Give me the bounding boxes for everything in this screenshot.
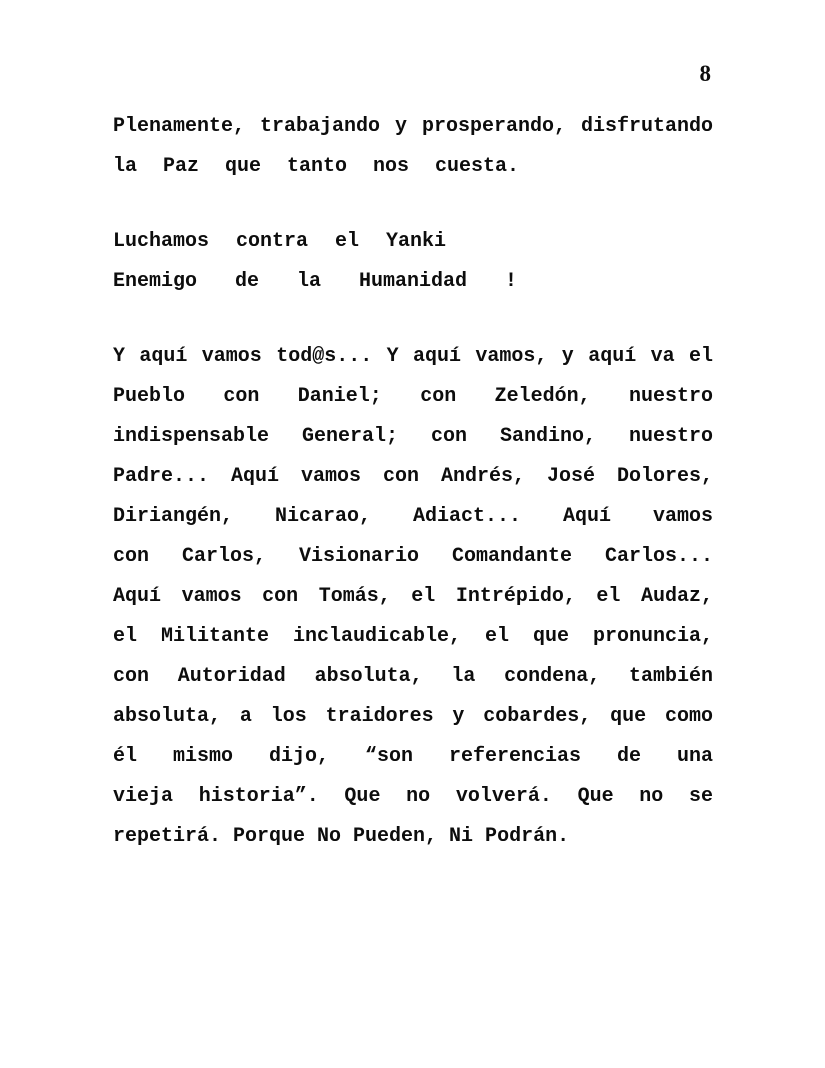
text-line: Aquí vamos con Tomás, el Intrépido, el Audaz, [113,585,713,608]
text-line: indispensable General; con Sandino, nuestro [113,425,713,448]
text-line: con Autoridad absoluta, la condena, también [113,665,713,688]
text-line: absoluta, a los traidores y cobardes, que como [113,705,713,728]
paragraph [113,222,713,302]
text-line: Enemigo de la Humanidad ! [113,270,518,293]
text-line: vieja historia”. Que no volverá. Que no se [113,785,713,808]
text-line: el Militante inclaudicable, el que pronuncia, [113,625,713,648]
text-line: Diriangén, Nicarao, Adiact... Aquí vamos [113,505,713,528]
text-line: repetirá. Porque No Pueden, Ni Podrán. [113,825,570,848]
paragraph [113,107,713,187]
text-line: Luchamos contra el Yanki [113,230,447,253]
text-line: con Carlos, Visionario Comandante Carlos... [113,545,713,568]
content-area [113,62,713,857]
text-line: Padre... Aquí vamos con Andrés, José Dolores, [113,465,713,488]
text-line: Y aquí vamos tod@s... Y aquí vamos, y aquí va el [113,345,713,368]
text-line: Plenamente, trabajando y prosperando, disfrutando [113,115,713,138]
text-line: él mismo dijo, “son referencias de una [113,745,713,768]
text-line: la Paz que tanto nos cuesta. [113,155,520,178]
page-number: 8 [699,61,711,86]
document-body [113,107,713,857]
text-line: Pueblo con Daniel; con Zeledón, nuestro [113,385,713,408]
paragraph [113,337,713,857]
